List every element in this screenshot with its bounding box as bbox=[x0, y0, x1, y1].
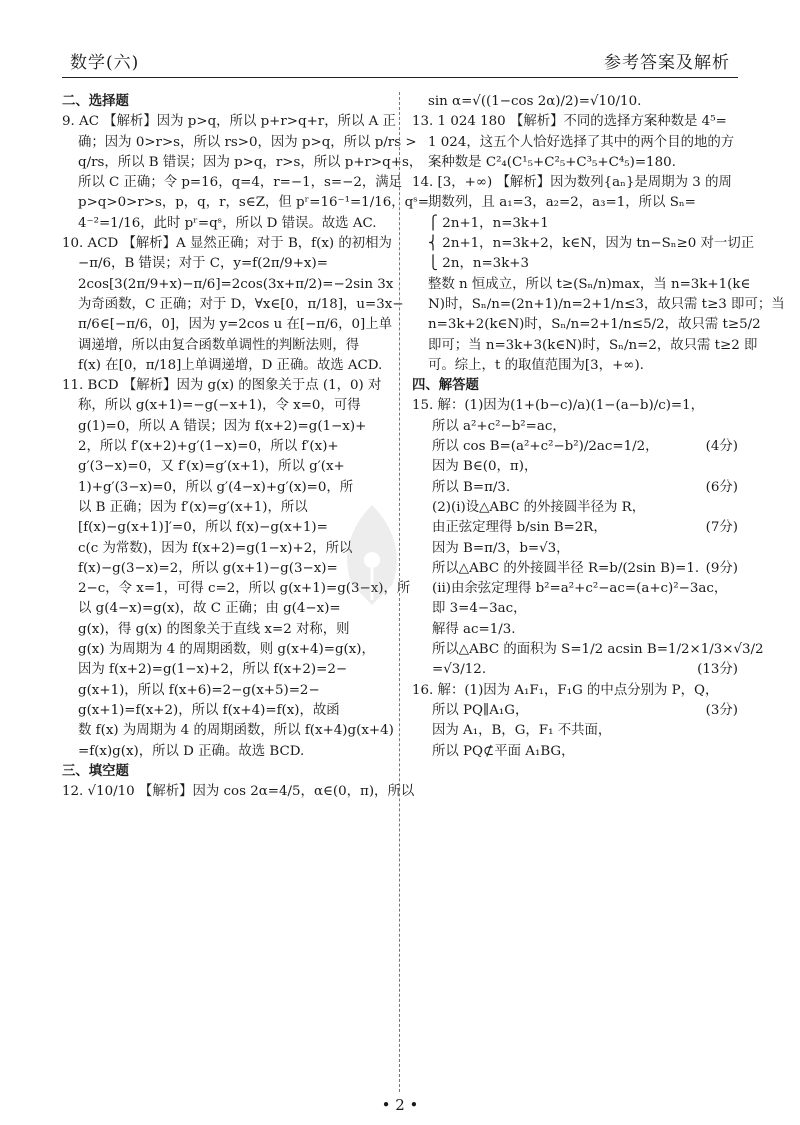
score-mark: (9分) bbox=[705, 560, 738, 576]
text-line: 期数列，且 a₁=3，a₂=2，a₃=1，所以 Sₙ= bbox=[428, 195, 696, 211]
score-mark: (7分) bbox=[705, 520, 738, 536]
question-answer-line: 16. 解：(1)因为 A₁F₁，F₁G 的中点分别为 P，Q， bbox=[412, 682, 719, 698]
text-line: [f(x)−g(x+1)]′=0，所以 f(x)−g(x+1)= bbox=[78, 520, 328, 536]
solution-line bbox=[412, 437, 738, 457]
text-line: 即 3=4−3ac， bbox=[432, 601, 527, 617]
text-line: p>q>0>r>s，p，q，r，s∈Z，但 pʳ=16⁻¹=1/16，qˢ= bbox=[78, 195, 429, 211]
text-line: 称，所以 g(x+1)=−g(−x+1)，令 x=0，可得 bbox=[78, 398, 361, 414]
text-line: c(c 为常数)，因为 f(x+2)=g(1−x)+2，所以 bbox=[78, 540, 353, 556]
text-line: π/6∈[−π/6，0]，因为 y=2cos u 在[−π/6，0]上单 bbox=[78, 317, 393, 333]
text-line: g(x+1)=f(x+2)，所以 f(x+4)=f(x)，故函 bbox=[78, 702, 340, 718]
text-line: (ⅱ)由余弦定理得 b²=a²+c²−ac=(a+c)²−3ac， bbox=[432, 581, 728, 597]
question-answer-line: 12. √10/10 【解析】因为 cos 2α=4/5，α∈(0，π)，所以 bbox=[62, 784, 415, 800]
text-line: 解得 ac=1/3. bbox=[432, 621, 516, 637]
solution-line bbox=[412, 660, 738, 680]
section-heading: 四、解答题 bbox=[412, 378, 479, 394]
solution-line bbox=[412, 701, 738, 721]
solution-text: 由正弦定理得 b/sin B=2R， bbox=[432, 520, 607, 536]
text-line: 因为 B∈(0，π)， bbox=[432, 459, 538, 475]
text-line: 4⁻²=1/16，此时 pʳ=qˢ，所以 D 错误。故选 AC. bbox=[78, 215, 377, 231]
page-header bbox=[62, 44, 738, 78]
text-line: 所以 C 正确；令 p=16，q=4，r=−1，s=−2，满足 bbox=[78, 175, 403, 191]
header-rule bbox=[62, 77, 738, 78]
text-line: 案种数是 C²₄(C¹₅+C²₅+C³₅+C⁴₅)=180. bbox=[428, 154, 676, 170]
text-line: g′(3−x)=0，又 f′(x)=g′(x+1)，所以 g′(x+ bbox=[78, 459, 345, 475]
section-heading: 二、选择题 bbox=[62, 94, 129, 109]
page-number: • 2 • bbox=[381, 1096, 419, 1114]
text-line: 可。综上，t 的取值范围为[3，+∞). bbox=[428, 357, 644, 373]
solution-text: =√3/12. bbox=[432, 662, 487, 678]
solution-line bbox=[412, 478, 738, 498]
text-line: =f(x)g(x)，所以 D 正确。故选 BCD. bbox=[78, 743, 305, 759]
text-line: 确；因为 0>r>s，所以 rs>0，因为 p>q，所以 p/rs > bbox=[78, 134, 417, 150]
text-line: 数 f(x) 为周期为 4 的周期函数，所以 f(x+4)g(x+4) bbox=[78, 723, 394, 739]
text-line: 以 B 正确；因为 f′(x)=g′(x+1)，所以 bbox=[78, 499, 308, 515]
section-heading: 三、填空题 bbox=[62, 763, 129, 779]
text-line: N)时，Sₙ/n=(2n+1)/n=2+1/n≤3，故只需 t≥3 即可；当 bbox=[428, 296, 785, 312]
text-line: ⎨ 2n+1，n=3k+2，k∈N，因为 tn−Sₙ≥0 对一切正 bbox=[428, 236, 755, 252]
text-line: 2−c，令 x=1，可得 c=2，所以 g(x+1)=g(3−x)，所 bbox=[78, 581, 411, 597]
question-answer-line: 15. 解：(1)因为(1+(b−c)/a)(1−(a−b)/c)=1， bbox=[412, 398, 705, 414]
pen-nib-watermark-icon bbox=[322, 500, 422, 610]
score-mark: (3分) bbox=[705, 702, 738, 718]
text-line: g(x+1)，所以 f(x+6)=2−g(x+5)=2− bbox=[78, 682, 320, 698]
text-line: g(x)，得 g(x) 的图象关于直线 x=2 对称，则 bbox=[78, 621, 350, 637]
text-line: 因为 B=π/3，b=√3， bbox=[432, 540, 570, 556]
text-line: −π/6，B 错误；对于 C，y=f(2π/9+x)= bbox=[78, 256, 328, 272]
text-line: g(x) 为周期为 4 的周期函数，则 g(x+4)=g(x)， bbox=[78, 642, 375, 658]
text-line: 所以 a²+c²−b²=ac， bbox=[432, 418, 566, 434]
score-mark: (13分) bbox=[697, 662, 738, 678]
text-line: sin α=√((1−cos 2α)/2)=√10/10. bbox=[428, 94, 642, 109]
question-answer-line: 13. 1 024 180 【解析】不同的选择方案种数是 4⁵= bbox=[412, 114, 727, 130]
solution-line bbox=[412, 518, 738, 538]
text-line: 为奇函数，C 正确；对于 D，∀x∈[0，π/18]，u=3x− bbox=[78, 296, 404, 312]
question-answer-line: 9. AC 【解析】因为 p>q，所以 p+r>q+r，所以 A 正 bbox=[62, 114, 396, 130]
score-mark: (4分) bbox=[705, 439, 738, 455]
text-line: q/rs，所以 B 错误；因为 p>q，r>s，所以 p+r>q+s， bbox=[78, 154, 423, 170]
question-answer-line: 10. ACD 【解析】A 显然正确；对于 B，f(x) 的初相为 bbox=[62, 236, 392, 252]
solution-text: 所以△ABC 的外接圆半径 R=b/(2sin B)=1. bbox=[432, 560, 700, 576]
solution-text: 所以 PQ∥A₁G， bbox=[432, 702, 529, 718]
text-line: (2)(ⅰ)设△ABC 的外接圆半径为 R， bbox=[432, 499, 646, 515]
text-line: 2cos[3(2π/9+x)−π/6]=2cos(3x+π/2)=−2sin 3x bbox=[78, 276, 394, 292]
text-line: 整数 n 恒成立，所以 t≥(Sₙ/n)max，当 n=3k+1(k∈ bbox=[428, 276, 751, 292]
right-column bbox=[412, 92, 785, 762]
text-line: n=3k+2(k∈N)时，Sₙ/n=2+1/n≤5/2，故只需 t≥5/2 bbox=[428, 317, 761, 333]
solution-text: 所以 cos B=(a²+c²−b²)/2ac=1/2， bbox=[432, 439, 659, 455]
text-line: 所以 PQ⊄平面 A₁BG， bbox=[432, 743, 575, 759]
text-line: 2，所以 f′(x+2)+g′(1−x)=0，所以 f′(x)+ bbox=[78, 439, 339, 455]
subject-title: 数学(六) bbox=[70, 53, 140, 73]
text-line: f(x) 在[0，π/18]上单调递增，D 正确。故选 ACD. bbox=[78, 357, 383, 373]
score-mark: (6分) bbox=[705, 479, 738, 495]
text-line: 调递增，所以由复合函数单调性的判断法则，得 bbox=[78, 337, 360, 353]
solution-line bbox=[412, 559, 738, 579]
question-answer-line: 14. [3，+∞) 【解析】因为数列{aₙ}是周期为 3 的周 bbox=[412, 175, 732, 191]
text-line: 所以△ABC 的面积为 S=1/2 acsin B=1/2×1/3×√3/2 bbox=[432, 642, 764, 658]
text-line: ⎧ 2n+1，n=3k+1 bbox=[428, 215, 549, 231]
text-line: 1 024，这五个人恰好选择了其中的两个目的地的方 bbox=[428, 134, 735, 150]
text-line: ⎩ 2n，n=3k+3 bbox=[428, 256, 530, 272]
text-line: 即可；当 n=3k+3(k∈N)时，Sₙ/n=2，故只需 t≥2 即 bbox=[428, 337, 758, 353]
text-line: 以 g(4−x)=g(x)，故 C 正确；由 g(4−x)= bbox=[78, 601, 341, 617]
text-line: 因为 f(x+2)=g(1−x)+2，所以 f(x+2)=2− bbox=[78, 662, 348, 678]
solution-text: 所以 B=π/3. bbox=[432, 479, 511, 495]
question-answer-line: 11. BCD 【解析】因为 g(x) 的图象关于点 (1，0) 对 bbox=[62, 378, 382, 394]
text-line: 因为 A₁，B，G，F₁ 不共面， bbox=[432, 723, 612, 739]
text-line: g(1)=0，所以 A 错误；因为 f(x+2)=g(1−x)+ bbox=[78, 418, 367, 434]
left-column bbox=[62, 92, 429, 802]
text-line: 1)+g′(3−x)=0，所以 g′(4−x)+g′(x)=0，所 bbox=[78, 479, 354, 495]
answer-title: 参考答案及解析 bbox=[604, 53, 730, 73]
text-line: f(x)−g(3−x)=2，所以 g(x+1)−g(3−x)= bbox=[78, 560, 338, 576]
